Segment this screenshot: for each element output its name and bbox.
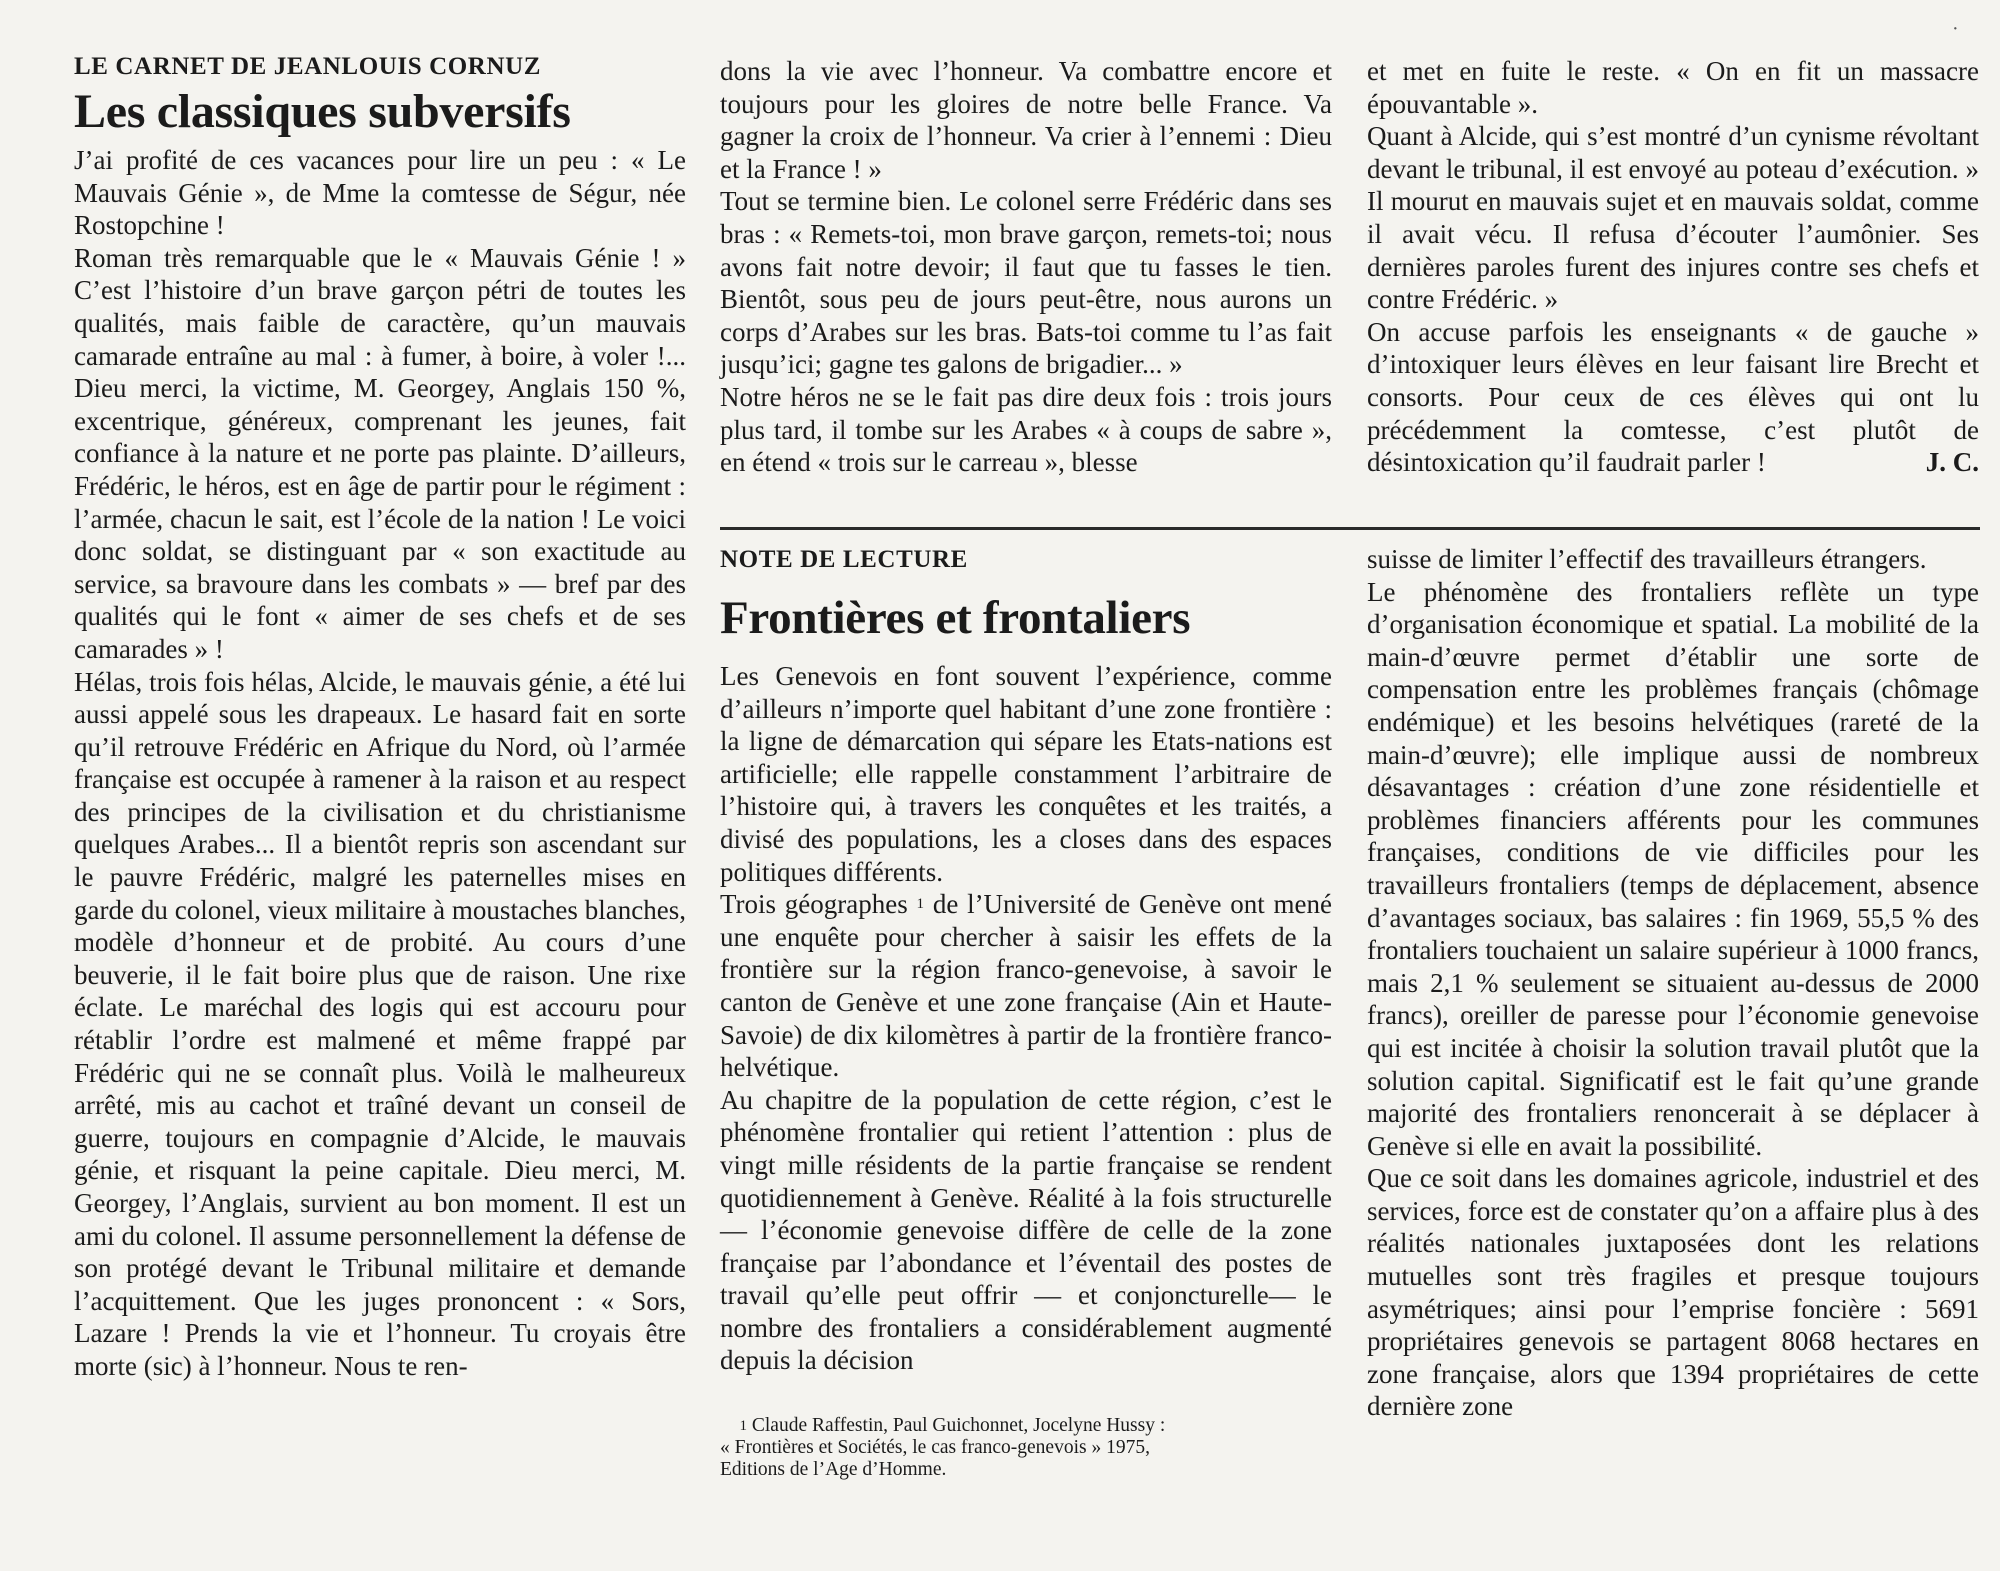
article1-column-1 [74, 52, 686, 1383]
article1-paragraph: Notre héros ne se le fait pas dire deux fois : trois jours plus tard, il tombe sur les Arabes « à coups de sabre », en étend « trois sur le carreau », blesse [720, 381, 1332, 478]
article1-signature: J. C. [1925, 447, 1979, 478]
article1-paragraph: Roman très remarquable que le « Mauvais Génie ! » C’est l’histoire d’un brave garçon pétri de toutes les qualités, mais faible de caractère, qu’un mauvais camarade entraîne au mal : à fumer, à boire, à voler !... Dieu merci, la victime, M. Georgey, Anglais 150 %, excentrique, généreux, comprenant les jeunes, fait confiance à la nature et ne porte pas plainte. D’ailleurs, Frédéric, le héros, est en âge de partir pour le régiment : l’armée, chacun le sait, est l’école de la nation ! Le voici donc soldat, se distinguant par « son exactitude au service, sa bravoure dans les combats » — bref par des qualités qui le font « aimer de ses chefs et de ses camarades » ! [74, 242, 686, 664]
footnote-text: Claude Raffestin, Paul Guichonnet, Jocelyne Hussy : [751, 1415, 1166, 1436]
article1-paragraph: dons la vie avec l’honneur. Va combattre encore et toujours pour les gloires de notre belle France. Va gagner la croix de l’honneur. Va crier à l’ennemi : Dieu et la France ! » [720, 56, 1332, 184]
footnote-line: Editions de l’Age d’Homme. [720, 1459, 947, 1480]
article2-column-3 [1367, 543, 1979, 1423]
article2-paragraph: suisse de limiter l’effectif des travailleurs étrangers. [1367, 544, 1927, 574]
article1-paragraph: J’ai profité de ces vacances pour lire un peu : « Le Mauvais Génie », de Mme la comtesse de Ségur, née Rostopchine ! [74, 145, 686, 241]
footnote [720, 1415, 1332, 1481]
article2-title: Frontières et frontaliers [720, 592, 1191, 644]
footnote-number: 1 [739, 1418, 747, 1434]
article1-paragraph: Hélas, trois fois hélas, Alcide, le mauvais génie, a été lui aussi appelé sous les drapeaux. Le hasard fait en sorte qu’il retrouve Frédéric en Afrique du Nord, où l’armée française est occupée à ramener à la raison et au respect des principes de la civilisation et du christianisme quelques Arabes... Il a bientôt repris son ascendant sur le pauvre Frédéric, malgré les paternelles mises en garde du colonel, vieux militaire à moustaches blanches, modèle d’honneur et de probité. Au cours d’une beuverie, il le fait boire plus que de raison. Une rixe éclate. Le maréchal des logis qui est accouru pour rétablir l’ordre est malmené et même frappé par Frédéric qui ne se connaît plus. Voilà le malheureux arrêté, mis au cachot et traîné devant un conseil de guerre, toujours en compagnie d’Alcide, le mauvais génie, et risquant la peine capitale. Dieu merci, M. Georgey, l’Anglais, survient au bon moment. Il est un ami du colonel. Il assume personnellement la défense de son protégé devant le Tribunal militaire et demande l’acquittement. Que les juges prononcent : « Sors, Lazare ! Prends la vie et l’honneur. Tu croyais être morte (sic) à l’honneur. Nous te ren- [74, 666, 686, 1381]
article2-column-2 [720, 660, 1332, 1377]
corner-mark: · [1952, 18, 1959, 40]
article2-kicker: NOTE DE LECTURE [720, 546, 968, 573]
section-divider [720, 527, 1980, 530]
article2-paragraph-text: Trois géographes [720, 889, 908, 920]
article2-paragraph [720, 888, 1332, 1084]
footnote-line: « Frontières et Sociétés, le cas franco-genevois » 1975, [720, 1437, 1150, 1458]
article1-paragraph: et met en fuite le reste. « On en fit un massacre épouvantable ». [1367, 56, 1979, 119]
article2-paragraph: Au chapitre de la population de cette région, c’est le phénomène frontalier qui retient l’attention : plus de vingt mille résidents de la partie française se rendent quotidiennement à Genève. Réalité à la fois structurelle — l’économie genevoise diffère de celle de la zone française par l’abondance et l’éventail des postes de travail qu’elle peut offrir — et conjoncturelle— le nombre des frontaliers a considérablement augmenté depuis la décision [720, 1084, 1332, 1376]
article2-paragraph: Le phénomène des frontaliers reflète un type d’organisation économique et spatial. La mobilité de la main-d’œuvre permet d’établir une sorte de compensation entre les problèmes français (chômage endémique) et les besoins helvétiques (rareté de la main-d’œuvre); elle implique aussi de nombreux désavantages : création d’une zone résidentielle et problèmes financiers afférents pour les communes françaises, conditions de vie difficiles pour les travailleurs frontaliers (temps de déplacement, absence d’avantages sociaux, bas salaires : fin 1969, 55,5 % des frontaliers touchaient un salaire supérieur à 1000 francs, mais 2,1 % seulement se situaient au-dessus de 2000 francs), oreiller de paresse pour l’économie genevoise qui est incitée à choisir la solution travail plutôt que la solution capital. Significatif est le fait qu’une grande majorité des frontaliers renoncerait à se déplacer à Genève si elle en avait la possibilité. [1367, 576, 1979, 1161]
article2-paragraph: Que ce soit dans les domaines agricole, industriel et des services, force est de constater qu’on a affaire plus à des réalités nationales juxtaposées dont les relations mutuelles sont très fragiles et presque toujours asymétriques; ainsi pour l’emprise foncière : 5691 propriétaires genevois se partagent 8068 hectares en zone française, alors que 1394 propriétaires de cette dernière zone [1367, 1163, 1979, 1422]
article1-column-3 [1367, 55, 1979, 479]
article1-title: Les classiques subversifs [74, 85, 571, 138]
footnote-line [720, 1415, 1332, 1437]
article2-paragraph-text: de l’Université de Genève ont mené une enquête pour chercher à saisir les effets de la frontière sur la région franco-genevoise, à savoir le canton de Genève et une zone française (Ain et Haute-Savoie) de dix kilomètres à partir de la frontière franco-helvétique. [720, 889, 1333, 1083]
article1-kicker: LE CARNET DE JEANLOUIS CORNUZ [74, 53, 542, 80]
article2-paragraph: Les Genevois en font souvent l’expérience, comme d’ailleurs n’importe quel habitant d’une zone frontière : la ligne de démarcation qui sépare les Etats-nations est artificielle; elle rappelle constamment l’arbitraire de l’histoire qui, à travers les conquêtes et les traités, a divisé des populations, les a closes dans des espaces politiques différents. [720, 661, 1332, 887]
article1-column-2 [720, 55, 1332, 479]
footnote-reference: 1 [916, 896, 925, 913]
article1-paragraph [1367, 316, 1979, 479]
article1-paragraph: Tout se termine bien. Le colonel serre Frédéric dans ses bras : « Remets-toi, mon brave garçon, remets-toi; nous avons fait notre devoir; il faut que tu fasses le tien. Bientôt, sous peu de jours peut-être, nous aurons un corps d’Arabes sur les bras. Bats-toi comme tu l’as fait jusqu’ici; gagne tes galons de brigadier... » [720, 186, 1332, 380]
article1-paragraph: Quant à Alcide, qui s’est montré d’un cynisme révoltant devant le tribunal, il est envoyé au poteau d’exécution. » Il mourut en mauvais sujet et en mauvais soldat, comme il avait vécu. Il refusa d’écouter l’aumônier. Ses dernières paroles furent des injures contre ses chefs et contre Frédéric. » [1367, 121, 1979, 315]
article1-paragraph-text: On accuse parfois les enseignants « de gauche » d’intoxiquer leurs élèves en leur faisant lire Brecht et consorts. Pour ceux de ces élèves qui ont lu précédemment la comtesse, c’est plutôt de désintoxication qu’il faudrait parler ! [1367, 316, 1979, 478]
